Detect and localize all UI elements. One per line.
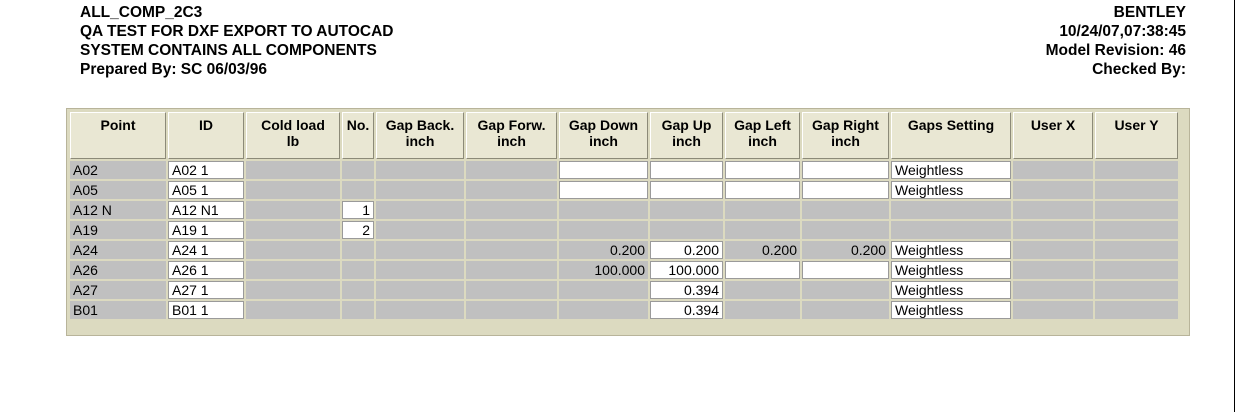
cell-gap-back <box>376 281 464 299</box>
column-header-unit: inch <box>497 133 526 149</box>
cell-gap-down <box>559 281 648 299</box>
cell-id[interactable]: A26 1 <box>168 261 244 279</box>
cell-gap-up[interactable] <box>650 161 723 179</box>
cell-gap-down <box>559 301 648 319</box>
cell-gap-back <box>376 201 464 219</box>
cell-id[interactable]: B01 1 <box>168 301 244 319</box>
report-title: QA TEST FOR DXF EXPORT TO AUTOCAD <box>80 23 394 40</box>
cell-gaps-setting[interactable]: Weightless <box>891 161 1011 179</box>
cell-no <box>342 161 374 179</box>
model-name: ALL_COMP_2C3 <box>80 4 203 21</box>
cell-gap-left[interactable] <box>725 161 800 179</box>
column-header-label: Gap Forw. <box>477 117 546 133</box>
cell-cold-load <box>246 221 340 239</box>
page-right-border <box>1234 0 1235 412</box>
cell-cold-load <box>246 301 340 319</box>
column-header-unit: inch <box>405 133 435 149</box>
cell-gap-up[interactable]: 0.200 <box>650 241 723 259</box>
column-header-no <box>342 112 374 159</box>
cell-gaps-setting[interactable]: Weightless <box>891 301 1011 319</box>
cell-cold-load <box>246 281 340 299</box>
column-header-user-y <box>1095 112 1178 159</box>
cell-user-x <box>1013 161 1093 179</box>
cell-gap-down <box>559 221 648 239</box>
cell-gap-right <box>802 281 889 299</box>
table-row <box>70 301 1178 319</box>
column-header-label: Gap Back. <box>385 117 455 133</box>
report-header-left <box>80 3 393 79</box>
cell-gap-back <box>376 221 464 239</box>
cell-user-x <box>1013 261 1093 279</box>
cell-point: A19 <box>70 221 166 239</box>
column-header-unit: inch <box>589 133 618 149</box>
cell-gap-right <box>802 221 889 239</box>
cell-point: A12 N <box>70 201 166 219</box>
column-header-user-x <box>1013 112 1093 159</box>
cell-gap-left[interactable] <box>725 181 800 199</box>
table-row <box>70 261 1178 279</box>
cell-no <box>342 281 374 299</box>
cell-gap-back <box>376 261 464 279</box>
table-row <box>70 241 1178 259</box>
cell-id[interactable]: A12 N1 <box>168 201 244 219</box>
column-header-label: Gap Up <box>661 117 712 133</box>
cell-gap-down: 100.000 <box>559 261 648 279</box>
column-header-unit: inch <box>672 133 701 149</box>
column-header-gap-back <box>376 112 464 159</box>
table-row <box>70 181 1178 199</box>
table-row <box>70 201 1178 219</box>
table-row <box>70 161 1178 179</box>
cell-no <box>342 301 374 319</box>
cell-gap-down: 0.200 <box>559 241 648 259</box>
cell-point: A26 <box>70 261 166 279</box>
cell-no <box>342 181 374 199</box>
cell-gap-up[interactable]: 0.394 <box>650 301 723 319</box>
restraint-gaps-table <box>68 110 1180 321</box>
cell-user-y <box>1095 161 1178 179</box>
cell-gap-up[interactable]: 100.000 <box>650 261 723 279</box>
cell-gap-right <box>802 201 889 219</box>
cell-user-x <box>1013 281 1093 299</box>
cell-gap-forw <box>466 221 557 239</box>
cell-gap-right <box>802 301 889 319</box>
cell-gap-back <box>376 161 464 179</box>
column-header-label: User Y <box>1114 117 1159 133</box>
cell-gap-right[interactable] <box>802 161 889 179</box>
cell-id[interactable]: A05 1 <box>168 181 244 199</box>
report-timestamp: 10/24/07,07:38:45 <box>1059 23 1186 40</box>
cell-user-x <box>1013 221 1093 239</box>
cell-point: A27 <box>70 281 166 299</box>
cell-user-y <box>1095 301 1178 319</box>
column-header-label: Cold load <box>261 117 325 133</box>
prepared-by: Prepared By: SC 06/03/96 <box>80 61 267 78</box>
cell-gap-forw <box>466 281 557 299</box>
cell-user-y <box>1095 261 1178 279</box>
cell-no <box>342 261 374 279</box>
cell-gap-forw <box>466 201 557 219</box>
cell-gaps-setting[interactable]: Weightless <box>891 281 1011 299</box>
column-header-label: Gap Left <box>734 117 791 133</box>
report-header-right <box>930 3 1186 79</box>
cell-gap-up[interactable]: 0.394 <box>650 281 723 299</box>
cell-user-x <box>1013 201 1093 219</box>
cell-gap-right[interactable] <box>802 261 889 279</box>
column-header-gap-forw <box>466 112 557 159</box>
column-header-gaps-setting <box>891 112 1011 159</box>
cell-point: A05 <box>70 181 166 199</box>
cell-user-x <box>1013 241 1093 259</box>
column-header-label: Point <box>100 117 136 133</box>
cell-no[interactable]: 2 <box>342 221 374 239</box>
column-header-label: Gap Right <box>812 117 879 133</box>
column-header-gap-right <box>802 112 889 159</box>
cell-gap-forw <box>466 241 557 259</box>
table-row <box>70 221 1178 239</box>
cell-gap-down[interactable] <box>559 181 648 199</box>
cell-user-y <box>1095 281 1178 299</box>
cell-cold-load <box>246 161 340 179</box>
cell-gap-forw <box>466 181 557 199</box>
column-header-point <box>70 112 166 159</box>
cell-point: A24 <box>70 241 166 259</box>
cell-gap-back <box>376 181 464 199</box>
column-header-gap-down <box>559 112 648 159</box>
cell-cold-load <box>246 181 340 199</box>
cell-gap-down[interactable] <box>559 161 648 179</box>
cell-gaps-setting <box>891 221 1011 239</box>
cell-cold-load <box>246 241 340 259</box>
cell-id[interactable]: A27 1 <box>168 281 244 299</box>
report-subtitle: SYSTEM CONTAINS ALL COMPONENTS <box>80 42 377 59</box>
cell-user-x <box>1013 301 1093 319</box>
column-header-cold-load <box>246 112 340 159</box>
cell-gap-forw <box>466 261 557 279</box>
cell-no[interactable]: 1 <box>342 201 374 219</box>
company-name: BENTLEY <box>1113 4 1186 21</box>
restraint-gaps-table-frame <box>66 108 1190 336</box>
cell-gap-back <box>376 241 464 259</box>
cell-gap-down <box>559 201 648 219</box>
cell-user-y <box>1095 201 1178 219</box>
column-header-gap-left <box>725 112 800 159</box>
cell-gap-left <box>725 281 800 299</box>
cell-cold-load <box>246 261 340 279</box>
cell-user-y <box>1095 241 1178 259</box>
cell-id[interactable]: A24 1 <box>168 241 244 259</box>
cell-gap-back <box>376 301 464 319</box>
cell-id[interactable]: A19 1 <box>168 221 244 239</box>
table-header-row <box>70 112 1178 159</box>
cell-gap-up[interactable] <box>650 181 723 199</box>
cell-gap-left <box>725 201 800 219</box>
column-header-unit: inch <box>831 133 860 149</box>
cell-gap-right: 0.200 <box>802 241 889 259</box>
column-header-unit: lb <box>286 133 300 149</box>
cell-id[interactable]: A02 1 <box>168 161 244 179</box>
column-header-label: Gaps Setting <box>907 117 995 133</box>
cell-gaps-setting[interactable]: Weightless <box>891 261 1011 279</box>
cell-no <box>342 241 374 259</box>
column-header-label: No. <box>346 117 370 133</box>
cell-gap-up <box>650 201 723 219</box>
column-header-label: Gap Down <box>568 117 639 133</box>
cell-gaps-setting[interactable]: Weightless <box>891 241 1011 259</box>
model-revision: Model Revision: 46 <box>1045 42 1186 59</box>
cell-gap-forw <box>466 161 557 179</box>
cell-gap-left: 0.200 <box>725 241 800 259</box>
cell-user-x <box>1013 181 1093 199</box>
cell-point: A02 <box>70 161 166 179</box>
cell-gaps-setting[interactable]: Weightless <box>891 181 1011 199</box>
cell-user-y <box>1095 181 1178 199</box>
cell-point: B01 <box>70 301 166 319</box>
checked-by: Checked By: <box>1092 61 1186 78</box>
column-header-id <box>168 112 244 159</box>
table-body <box>70 161 1178 319</box>
cell-gap-left[interactable] <box>725 261 800 279</box>
cell-cold-load <box>246 201 340 219</box>
column-header-label: User X <box>1030 117 1076 133</box>
column-header-label: ID <box>199 117 213 133</box>
cell-gap-forw <box>466 301 557 319</box>
cell-gap-left <box>725 221 800 239</box>
cell-gaps-setting <box>891 201 1011 219</box>
cell-gap-right[interactable] <box>802 181 889 199</box>
cell-gap-up <box>650 221 723 239</box>
cell-gap-left <box>725 301 800 319</box>
table-row <box>70 281 1178 299</box>
column-header-unit: inch <box>748 133 777 149</box>
column-header-gap-up <box>650 112 723 159</box>
cell-user-y <box>1095 221 1178 239</box>
